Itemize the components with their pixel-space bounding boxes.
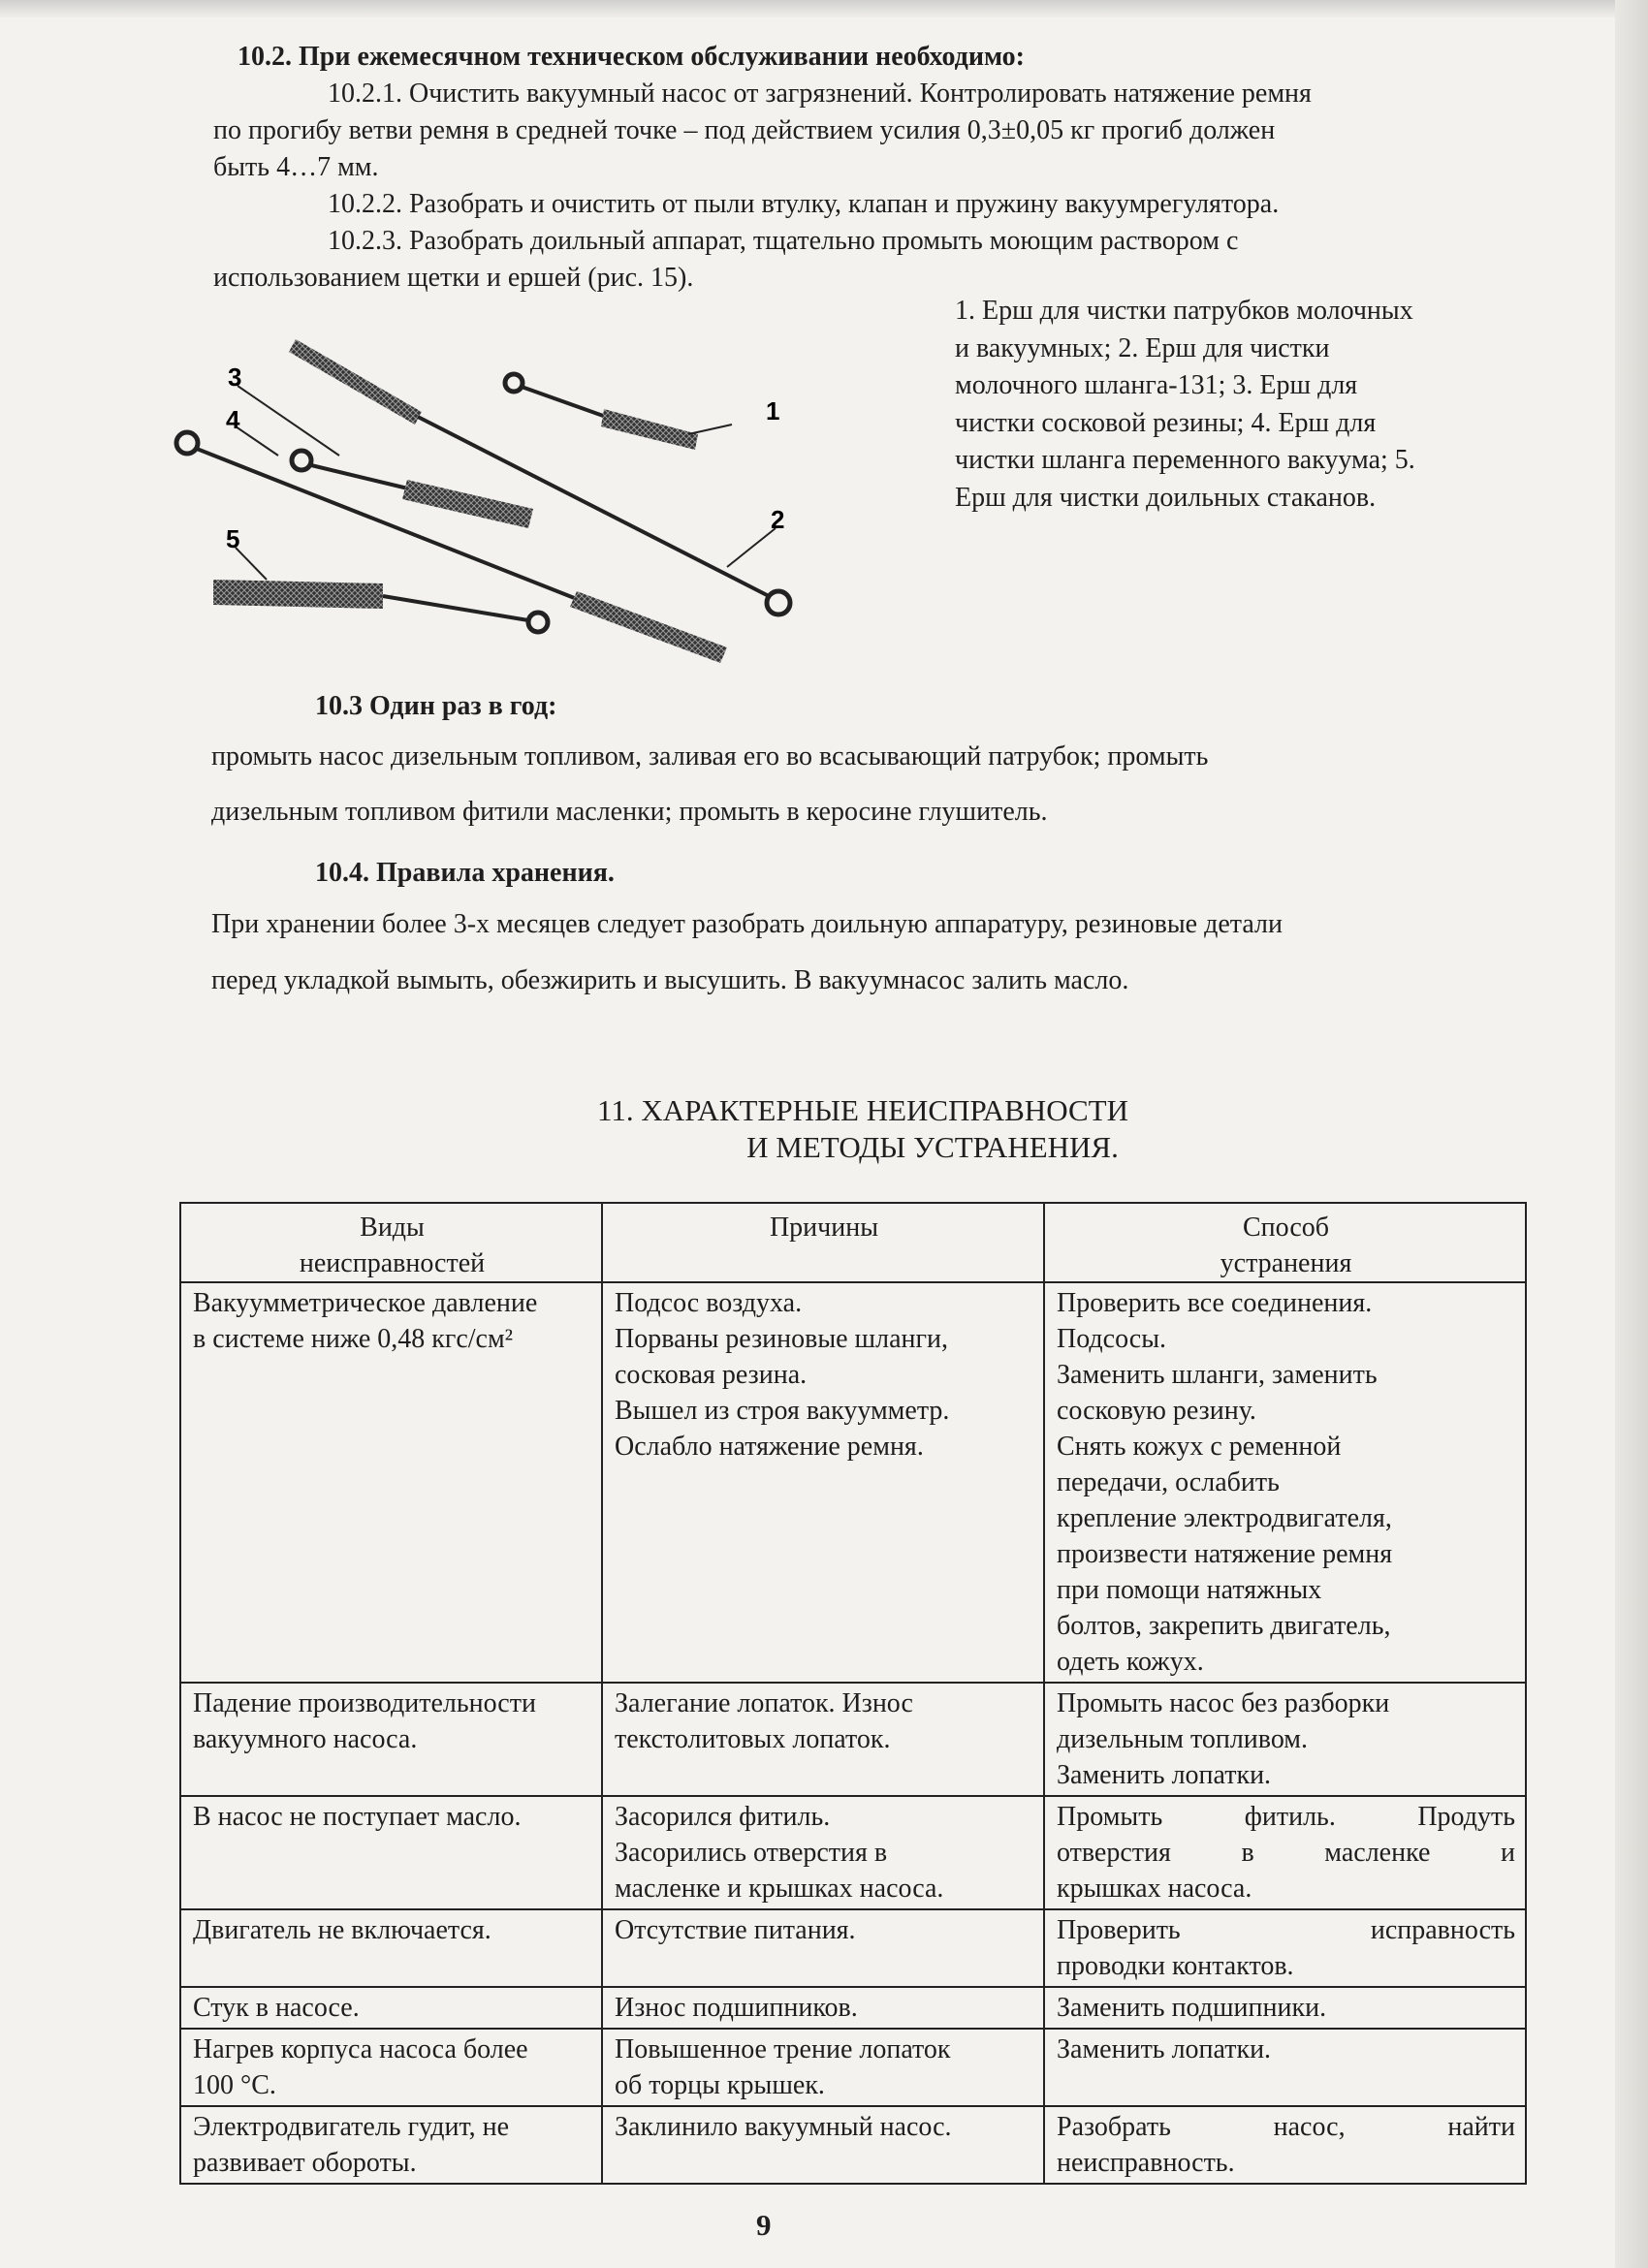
cell-line: болтов, закрепить двигатель, [1057,1611,1391,1641]
cell-cause [602,1796,1044,1909]
section-10-4-title: 10.4. Правила хранения. [315,858,615,888]
page-number: 9 [756,2208,772,2242]
cell-remedy [1044,2029,1526,2106]
cell-cause [602,1683,1044,1796]
section-10-2-title: 10.2. При ежемесячном техническом обслуживании необходимо: [238,42,1025,72]
header-remedy [1044,1203,1526,1282]
cell-fault [180,1987,602,2029]
cell-line: Заменить подшипники. [1057,1993,1327,2023]
cell-line: текстолитовых лопаток. [615,1724,891,1754]
table-row [180,2029,1526,2106]
caption-line: и вакуумных; 2. Ерш для чистки [955,332,1330,363]
cell-remedy [1044,1909,1526,1987]
cell-cause [602,1909,1044,1987]
brush-4 [176,432,727,663]
cell-line: Промыть фитиль. Продуть [1057,1802,1515,1832]
cell-line: Промыть насос без разборки [1057,1688,1390,1718]
cell-line: одеть кожух. [1057,1647,1204,1677]
cell-line: развивает обороты. [193,2148,417,2178]
cell-line: Вышел из строя вакуумметр. [615,1396,950,1426]
cell-line: крепление электродвигателя, [1057,1503,1392,1533]
cell-line: проводки контактов. [1057,1951,1294,1981]
cell-line: Подсосы. [1057,1324,1167,1354]
cell-remedy [1044,2106,1526,2184]
brush-1 [505,374,698,450]
cell-line: Износ подшипников. [615,1993,858,2023]
table-row [180,1796,1526,1909]
cell-line: Заменить шланги, заменить [1057,1360,1378,1390]
cell-fault [180,1796,602,1909]
cell-line: произвести натяжение ремня [1057,1539,1393,1569]
table-row [180,2106,1526,2184]
cell-line: неисправность. [1057,2148,1235,2178]
cell-line: 100 °С. [193,2070,276,2100]
cell-line: сосковая резина. [615,1360,808,1390]
cell-line: дизельным топливом. [1057,1724,1308,1754]
header-fault-types [180,1203,602,1282]
cell-line: при помощи натяжных [1057,1575,1322,1605]
header-text: неисправностей [299,1248,486,1278]
cell-fault [180,1683,602,1796]
caption-line: Ерш для чистки доильных стаканов. [955,482,1377,513]
cell-remedy [1044,1282,1526,1683]
caption-line: 1. Ерш для чистки патрубков молочных [955,296,1413,326]
cell-fault [180,2106,602,2184]
cell-line: вакуумного насоса. [193,1724,418,1754]
cell-line: Заменить лопатки. [1057,2034,1272,2064]
cell-fault [180,1282,602,1683]
cell-line: масленке и крышках насоса. [615,1874,944,1904]
section-10-3-line1: промыть насос дизельным топливом, заливая его во всасывающий патрубок; промыть [211,741,1209,772]
header-text: устранения [1220,1248,1352,1278]
scan-top-edge [0,0,1648,17]
cell-line: Проверить все соединения. [1057,1288,1373,1318]
cell-cause [602,2029,1044,2106]
cell-line: Снять кожух с ременной [1057,1432,1342,1462]
table-row [180,1987,1526,2029]
table-row [180,1683,1526,1796]
cell-line: отверстия в масленке и [1057,1838,1515,1868]
header-text: Причины [769,1213,879,1243]
item-10-2-1-line2: по прогибу ветви ремня в средней точке – под действием усилия 0,3±0,05 кг прогиб должен [213,115,1276,145]
header-text: Способ [1242,1213,1330,1243]
item-10-2-3-line2: использованием щетки и ершей (рис. 15). [213,263,694,293]
brush-3 [292,451,533,528]
caption-line: молочного шланга-131; 3. Ерш для [955,370,1358,400]
figure-caption [955,293,1527,517]
table-header-row [180,1203,1526,1282]
cell-line: сосковую резину. [1057,1396,1256,1426]
caption-line: чистки сосковой резины; 4. Ерш для [955,407,1377,438]
header-causes [602,1203,1044,1282]
item-10-2-3-line1: 10.2.3. Разобрать доильный аппарат, тщательно промыть моющим раствором с [328,226,1239,256]
table-row [180,1909,1526,1987]
section-10-3-title: 10.3 Один раз в год: [315,691,557,721]
cell-line: передачи, ослабить [1057,1467,1280,1497]
cell-line: Падение производительности [193,1688,536,1718]
cell-fault [180,1909,602,1987]
brush-label-2: 2 [771,505,785,534]
cell-line: Отсутствие питания. [615,1915,856,1945]
cell-remedy [1044,1987,1526,2029]
cell-remedy [1044,1796,1526,1909]
item-10-2-1-line1: 10.2.1. Очистить вакуумный насос от загрязнений. Контролировать натяжение ремня [328,79,1312,109]
section-11-title-line2: И МЕТОДЫ УСТРАНЕНИЯ. [746,1130,1119,1164]
section-10-4-line2: перед укладкой вымыть, обезжирить и высушить. В вакуумнасос залить масло. [211,965,1129,995]
section-10-4-line1: При хранении более 3-х месяцев следует разобрать доильную аппаратуру, резиновые детали [211,909,1283,939]
brush-label-5: 5 [226,524,240,553]
cell-cause [602,2106,1044,2184]
cell-line: Вакуумметрическое давление [193,1288,538,1318]
faults-table [179,1202,1527,2185]
item-10-2-2: 10.2.2. Разобрать и очистить от пыли втулку, клапан и пружину вакуумрегулятора. [328,189,1280,219]
brush-5 [213,580,548,632]
table-row [180,1282,1526,1683]
section-11-title-line1: 11. ХАРАКТЕРНЫЕ НЕИСПРАВНОСТИ [597,1093,1128,1127]
brushes-figure [160,320,824,669]
cell-line: Заклинило вакуумный насос. [615,2112,952,2142]
brush-label-4: 4 [226,405,240,434]
cell-line: крышках насоса. [1057,1874,1252,1904]
item-10-2-1-line3: быть 4…7 мм. [213,152,379,182]
cell-line: В насос не поступает масло. [193,1802,522,1832]
cell-line: Подсос воздуха. [615,1288,803,1318]
cell-line: Проверить исправность [1057,1915,1515,1945]
caption-line: чистки шланга переменного вакуума; 5. [955,445,1415,475]
cell-line: Стук в насосе. [193,1993,360,2023]
cell-cause [602,1282,1044,1683]
cell-line: Электродвигатель гудит, не [193,2112,510,2142]
cell-line: Ослабло натяжение ремня. [615,1432,924,1462]
cell-line: Заменить лопатки. [1057,1760,1272,1790]
cell-line: Порваны резиновые шланги, [615,1324,948,1354]
cell-remedy [1044,1683,1526,1796]
cell-line: в системе ниже 0,48 кгс/см² [193,1324,514,1354]
brush-label-3: 3 [228,362,242,392]
cell-line: Засорился фитиль. [615,1802,831,1832]
scan-right-edge [1615,0,1648,2268]
section-10-3-line2: дизельным топливом фитили масленки; промыть в керосине глушитель. [211,797,1048,827]
cell-line: Залегание лопаток. Износ [615,1688,913,1718]
cell-line: Засорились отверстия в [615,1838,888,1868]
brush-label-1: 1 [766,396,780,425]
cell-line: Разобрать насос, найти [1057,2112,1515,2142]
cell-fault [180,2029,602,2106]
cell-line: Двигатель не включается. [193,1915,491,1945]
cell-line: Повышенное трение лопаток [615,2034,951,2064]
cell-cause [602,1987,1044,2029]
cell-line: об торцы крышек. [615,2070,825,2100]
header-text: Виды [360,1213,425,1243]
cell-line: Нагрев корпуса насоса более [193,2034,528,2064]
